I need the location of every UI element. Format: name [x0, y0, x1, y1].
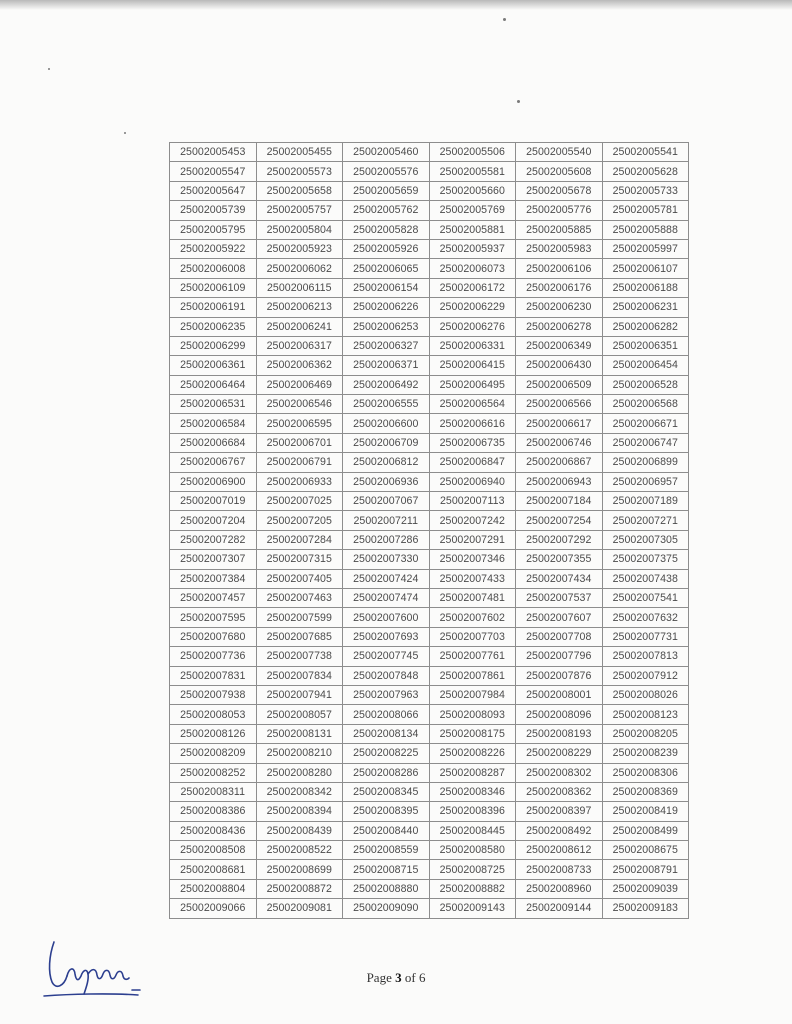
- roll-number-cell: 25002008342: [256, 782, 343, 801]
- roll-number-cell: 25002008882: [429, 879, 516, 898]
- roll-number-cell: 25002006847: [429, 453, 516, 472]
- roll-number-cell: 25002005937: [429, 239, 516, 258]
- table-row: [170, 821, 689, 840]
- roll-number-cell: 25002005922: [170, 239, 257, 258]
- roll-number-cell: 25002007286: [343, 530, 430, 549]
- roll-number-cell: 25002007284: [256, 530, 343, 549]
- roll-number-cell: 25002007025: [256, 492, 343, 511]
- roll-number-cell: 25002008287: [429, 763, 516, 782]
- roll-number-cell: 25002005776: [516, 201, 603, 220]
- roll-number-cell: 25002006616: [429, 414, 516, 433]
- roll-number-cell: 25002006528: [602, 375, 689, 394]
- roll-number-cell: 25002008492: [516, 821, 603, 840]
- roll-number-cell: 25002008193: [516, 724, 603, 743]
- roll-number-cell: 25002008439: [256, 821, 343, 840]
- roll-number-cell: 25002009144: [516, 899, 603, 918]
- roll-number-cell: 25002008134: [343, 724, 430, 743]
- roll-number-cell: 25002008791: [602, 860, 689, 879]
- roll-number-cell: 25002005659: [343, 181, 430, 200]
- roll-number-cell: 25002006331: [429, 336, 516, 355]
- roll-number-cell: 25002007738: [256, 647, 343, 666]
- roll-number-cell: 25002008362: [516, 782, 603, 801]
- table-row: [170, 724, 689, 743]
- table-row: [170, 298, 689, 317]
- table-row: [170, 220, 689, 239]
- roll-number-cell: 25002007708: [516, 627, 603, 646]
- roll-number-cell: 25002008280: [256, 763, 343, 782]
- roll-number-cell: 25002006213: [256, 298, 343, 317]
- roll-number-cell: 25002008715: [343, 860, 430, 879]
- roll-number-cell: 25002007254: [516, 511, 603, 530]
- roll-number-cell: 25002006957: [602, 472, 689, 491]
- roll-number-cell: 25002006791: [256, 453, 343, 472]
- roll-number-cell: 25002006454: [602, 356, 689, 375]
- roll-number-cell: 25002006229: [429, 298, 516, 317]
- table-row: [170, 336, 689, 355]
- scan-speck: [503, 18, 506, 21]
- roll-number-cell: 25002008239: [602, 744, 689, 763]
- roll-number-cell: 25002007736: [170, 647, 257, 666]
- roll-number-cell: 25002007731: [602, 627, 689, 646]
- roll-number-cell: 25002007984: [429, 685, 516, 704]
- roll-number-cell: 25002006469: [256, 375, 343, 394]
- roll-number-cell: 25002005733: [602, 181, 689, 200]
- roll-number-cell: 25002006531: [170, 395, 257, 414]
- roll-number-cell: 25002006600: [343, 414, 430, 433]
- roll-number-cell: 25002006584: [170, 414, 257, 433]
- roll-number-cell: 25002008096: [516, 705, 603, 724]
- roll-number-cell: 25002009090: [343, 899, 430, 918]
- roll-number-cell: 25002007434: [516, 569, 603, 588]
- roll-number-cell: 25002007861: [429, 666, 516, 685]
- roll-number-cell: 25002006415: [429, 356, 516, 375]
- table-row: [170, 181, 689, 200]
- roll-number-cell: 25002007599: [256, 608, 343, 627]
- roll-number-cell: 25002007330: [343, 550, 430, 569]
- roll-number-cell: 25002006172: [429, 278, 516, 297]
- roll-number-cell: 25002008499: [602, 821, 689, 840]
- roll-number-cell: 25002009039: [602, 879, 689, 898]
- roll-number-cell: 25002008229: [516, 744, 603, 763]
- roll-number-cell: 25002008804: [170, 879, 257, 898]
- roll-number-cell: 25002008123: [602, 705, 689, 724]
- scan-speck: [124, 132, 126, 134]
- roll-number-cell: 25002006495: [429, 375, 516, 394]
- roll-number-cell: 25002006115: [256, 278, 343, 297]
- roll-number-cell: 25002005885: [516, 220, 603, 239]
- roll-number-cell: 25002005506: [429, 143, 516, 162]
- roll-number-cell: 25002007457: [170, 588, 257, 607]
- roll-number-cell: 25002006226: [343, 298, 430, 317]
- roll-number-cell: 25002006767: [170, 453, 257, 472]
- table-row: [170, 782, 689, 801]
- roll-number-cell: 25002005658: [256, 181, 343, 200]
- roll-number-cell: 25002008226: [429, 744, 516, 763]
- roll-number-cell: 25002005923: [256, 239, 343, 258]
- table-row: [170, 763, 689, 782]
- roll-number-cell: 25002005739: [170, 201, 257, 220]
- roll-number-cell: 25002005660: [429, 181, 516, 200]
- roll-number-cell: 25002008559: [343, 841, 430, 860]
- roll-number-cell: 25002007291: [429, 530, 516, 549]
- roll-number-cell: 25002008205: [602, 724, 689, 743]
- roll-number-cell: 25002007474: [343, 588, 430, 607]
- roll-number-cell: 25002005757: [256, 201, 343, 220]
- table-row: [170, 685, 689, 704]
- roll-number-cell: 25002007632: [602, 608, 689, 627]
- roll-number-cell: 25002008440: [343, 821, 430, 840]
- roll-number-cell: 25002008396: [429, 802, 516, 821]
- roll-number-cell: 25002007607: [516, 608, 603, 627]
- table-row: [170, 841, 689, 860]
- roll-number-cell: 25002008675: [602, 841, 689, 860]
- roll-number-cell: 25002007271: [602, 511, 689, 530]
- roll-number-cell: 25002006188: [602, 278, 689, 297]
- roll-number-cell: 25002008057: [256, 705, 343, 724]
- roll-number-cell: 25002006812: [343, 453, 430, 472]
- roll-number-cell: 25002008872: [256, 879, 343, 898]
- table-row: [170, 899, 689, 918]
- roll-number-cell: 25002005795: [170, 220, 257, 239]
- roll-number-cell: 25002008225: [343, 744, 430, 763]
- roll-number-cell: 25002007307: [170, 550, 257, 569]
- roll-number-cell: 25002006430: [516, 356, 603, 375]
- roll-number-cell: 25002007963: [343, 685, 430, 704]
- roll-number-cell: 25002008386: [170, 802, 257, 821]
- roll-number-cell: 25002008699: [256, 860, 343, 879]
- roll-number-cell: 25002005804: [256, 220, 343, 239]
- roll-number-cell: 25002009143: [429, 899, 516, 918]
- roll-number-cell: 25002007685: [256, 627, 343, 646]
- roll-number-cell: 25002006671: [602, 414, 689, 433]
- table-row: [170, 744, 689, 763]
- roll-number-cell: 25002006276: [429, 317, 516, 336]
- table-row: [170, 588, 689, 607]
- roll-number-cell: 25002006867: [516, 453, 603, 472]
- table-row: [170, 278, 689, 297]
- roll-number-cell: 25002006299: [170, 336, 257, 355]
- roll-number-cell: 25002007355: [516, 550, 603, 569]
- roll-number-cell: 25002005997: [602, 239, 689, 258]
- roll-number-cell: 25002006231: [602, 298, 689, 317]
- roll-number-cell: 25002008346: [429, 782, 516, 801]
- table-row: [170, 666, 689, 685]
- roll-number-cell: 25002006564: [429, 395, 516, 414]
- table-row: [170, 453, 689, 472]
- roll-number-cell: 25002007796: [516, 647, 603, 666]
- roll-number-cell: 25002008252: [170, 763, 257, 782]
- roll-number-cell: 25002009183: [602, 899, 689, 918]
- roll-number-cell: 25002006073: [429, 259, 516, 278]
- roll-number-cell: 25002008026: [602, 685, 689, 704]
- table-row: [170, 569, 689, 588]
- roll-number-cell: 25002007595: [170, 608, 257, 627]
- roll-number-cell: 25002006106: [516, 259, 603, 278]
- roll-number-cell: 25002007405: [256, 569, 343, 588]
- roll-number-cell: 25002006253: [343, 317, 430, 336]
- roll-number-cell: 25002006617: [516, 414, 603, 433]
- roll-number-cell: 25002006241: [256, 317, 343, 336]
- roll-number-cell: 25002006154: [343, 278, 430, 297]
- roll-number-cell: 25002006349: [516, 336, 603, 355]
- roll-number-table-body: [170, 143, 689, 919]
- roll-number-cell: 25002008210: [256, 744, 343, 763]
- roll-number-cell: 25002008395: [343, 802, 430, 821]
- roll-number-cell: 25002007346: [429, 550, 516, 569]
- roll-number-cell: 25002008053: [170, 705, 257, 724]
- table-row: [170, 414, 689, 433]
- page-word: Page: [366, 970, 392, 985]
- roll-number-cell: 25002006568: [602, 395, 689, 414]
- roll-number-cell: 25002005881: [429, 220, 516, 239]
- roll-number-cell: 25002006278: [516, 317, 603, 336]
- roll-number-cell: 25002006492: [343, 375, 430, 394]
- roll-number-table: [169, 142, 689, 919]
- table-row: [170, 647, 689, 666]
- roll-number-cell: 25002008580: [429, 841, 516, 860]
- roll-number-cell: 25002006327: [343, 336, 430, 355]
- roll-number-cell: 25002007600: [343, 608, 430, 627]
- roll-number-cell: 25002006933: [256, 472, 343, 491]
- roll-number-cell: 25002007831: [170, 666, 257, 685]
- roll-number-cell: 25002009081: [256, 899, 343, 918]
- page-number: 3: [395, 970, 402, 985]
- roll-number-cell: 25002008394: [256, 802, 343, 821]
- roll-number-cell: 25002006065: [343, 259, 430, 278]
- roll-number-cell: 25002008880: [343, 879, 430, 898]
- roll-number-cell: 25002006361: [170, 356, 257, 375]
- roll-number-cell: 25002008445: [429, 821, 516, 840]
- roll-number-cell: 25002006062: [256, 259, 343, 278]
- roll-number-cell: 25002008093: [429, 705, 516, 724]
- roll-number-cell: 25002007375: [602, 550, 689, 569]
- roll-number-cell: 25002005455: [256, 143, 343, 162]
- roll-number-cell: 25002006746: [516, 433, 603, 452]
- roll-number-cell: 25002008733: [516, 860, 603, 879]
- table-row: [170, 433, 689, 452]
- roll-number-cell: 25002006008: [170, 259, 257, 278]
- page-total: 6: [418, 970, 426, 985]
- roll-number-cell: 25002008419: [602, 802, 689, 821]
- roll-number-cell: 25002006362: [256, 356, 343, 375]
- roll-number-cell: 25002008369: [602, 782, 689, 801]
- roll-number-cell: 25002006509: [516, 375, 603, 394]
- table-row: [170, 259, 689, 278]
- table-row: [170, 375, 689, 394]
- roll-number-cell: 25002007204: [170, 511, 257, 530]
- roll-number-cell: 25002007292: [516, 530, 603, 549]
- table-row: [170, 879, 689, 898]
- roll-number-cell: 25002005762: [343, 201, 430, 220]
- roll-number-cell: 25002005828: [343, 220, 430, 239]
- roll-number-cell: 25002006899: [602, 453, 689, 472]
- roll-number-cell: 25002008681: [170, 860, 257, 879]
- roll-number-cell: 25002007938: [170, 685, 257, 704]
- roll-number-cell: 25002007693: [343, 627, 430, 646]
- roll-number-cell: 25002005647: [170, 181, 257, 200]
- table-row: [170, 802, 689, 821]
- roll-number-cell: 25002005453: [170, 143, 257, 162]
- roll-number-cell: 25002005608: [516, 162, 603, 181]
- roll-number-cell: 25002007912: [602, 666, 689, 685]
- roll-number-cell: 25002007438: [602, 569, 689, 588]
- roll-number-cell: 25002005926: [343, 239, 430, 258]
- roll-number-cell: 25002007848: [343, 666, 430, 685]
- roll-number-cell: 25002006109: [170, 278, 257, 297]
- roll-number-cell: 25002007019: [170, 492, 257, 511]
- roll-number-cell: 25002006936: [343, 472, 430, 491]
- table-row: [170, 239, 689, 258]
- roll-number-cell: 25002008345: [343, 782, 430, 801]
- roll-number-cell: 25002008508: [170, 841, 257, 860]
- roll-number-cell: 25002007541: [602, 588, 689, 607]
- roll-number-cell: 25002007184: [516, 492, 603, 511]
- roll-number-cell: 25002006900: [170, 472, 257, 491]
- table-row: [170, 317, 689, 336]
- roll-number-cell: 25002008436: [170, 821, 257, 840]
- roll-number-cell: 25002005628: [602, 162, 689, 181]
- roll-number-cell: 25002006176: [516, 278, 603, 297]
- roll-number-cell: 25002007433: [429, 569, 516, 588]
- table-row: [170, 550, 689, 569]
- roll-number-cell: 25002007282: [170, 530, 257, 549]
- page-footer: [0, 970, 792, 986]
- roll-number-cell: 25002008126: [170, 724, 257, 743]
- roll-number-cell: 25002007315: [256, 550, 343, 569]
- table-row: [170, 705, 689, 724]
- roll-number-cell: 25002007113: [429, 492, 516, 511]
- roll-number-cell: 25002008001: [516, 685, 603, 704]
- roll-number-cell: 25002007067: [343, 492, 430, 511]
- table-row: [170, 143, 689, 162]
- roll-number-cell: 25002008306: [602, 763, 689, 782]
- roll-number-cell: 25002008175: [429, 724, 516, 743]
- roll-number-cell: 25002006371: [343, 356, 430, 375]
- roll-number-cell: 25002009066: [170, 899, 257, 918]
- roll-number-cell: 25002008522: [256, 841, 343, 860]
- scan-speck: [48, 68, 50, 70]
- roll-number-cell: 25002005540: [516, 143, 603, 162]
- roll-number-cell: 25002007305: [602, 530, 689, 549]
- roll-number-cell: 25002008131: [256, 724, 343, 743]
- roll-number-cell: 25002008725: [429, 860, 516, 879]
- roll-number-cell: 25002005781: [602, 201, 689, 220]
- roll-number-cell: 25002006317: [256, 336, 343, 355]
- roll-number-cell: 25002006555: [343, 395, 430, 414]
- roll-number-cell: 25002006709: [343, 433, 430, 452]
- roll-number-cell: 25002006566: [516, 395, 603, 414]
- roll-number-cell: 25002006595: [256, 414, 343, 433]
- roll-number-cell: 25002008066: [343, 705, 430, 724]
- roll-number-cell: 25002007211: [343, 511, 430, 530]
- roll-number-cell: 25002007745: [343, 647, 430, 666]
- roll-number-cell: 25002006351: [602, 336, 689, 355]
- roll-number-cell: 25002006940: [429, 472, 516, 491]
- table-row: [170, 472, 689, 491]
- roll-number-cell: 25002007481: [429, 588, 516, 607]
- roll-number-cell: 25002007189: [602, 492, 689, 511]
- roll-number-cell: 25002006943: [516, 472, 603, 491]
- roll-number-cell: 25002008286: [343, 763, 430, 782]
- roll-number-cell: 25002006747: [602, 433, 689, 452]
- scan-edge-shadow: [0, 0, 792, 10]
- roll-number-cell: 25002007703: [429, 627, 516, 646]
- roll-number-cell: 25002006546: [256, 395, 343, 414]
- roll-number-cell: 25002007834: [256, 666, 343, 685]
- roll-number-cell: 25002006230: [516, 298, 603, 317]
- table-row: [170, 530, 689, 549]
- roll-number-cell: 25002005460: [343, 143, 430, 162]
- roll-number-cell: 25002007876: [516, 666, 603, 685]
- roll-number-cell: 25002007813: [602, 647, 689, 666]
- roll-number-cell: 25002006191: [170, 298, 257, 317]
- roll-number-cell: 25002007463: [256, 588, 343, 607]
- table-row: [170, 492, 689, 511]
- roll-number-cell: 25002006107: [602, 259, 689, 278]
- roll-number-cell: 25002007205: [256, 511, 343, 530]
- roll-number-cell: 25002005541: [602, 143, 689, 162]
- scan-speck: [517, 100, 520, 103]
- roll-number-cell: 25002007424: [343, 569, 430, 588]
- roll-number-cell: 25002008209: [170, 744, 257, 763]
- table-row: [170, 627, 689, 646]
- roll-number-cell: 25002008397: [516, 802, 603, 821]
- roll-number-cell: 25002007537: [516, 588, 603, 607]
- roll-number-cell: 25002005576: [343, 162, 430, 181]
- table-row: [170, 201, 689, 220]
- table-row: [170, 511, 689, 530]
- roll-number-cell: 25002005573: [256, 162, 343, 181]
- roll-number-cell: 25002005769: [429, 201, 516, 220]
- of-word: of: [404, 970, 416, 985]
- roll-number-cell: 25002005581: [429, 162, 516, 181]
- roll-number-cell: 25002006735: [429, 433, 516, 452]
- roll-number-cell: 25002008960: [516, 879, 603, 898]
- table-row: [170, 860, 689, 879]
- roll-number-cell: 25002006464: [170, 375, 257, 394]
- roll-number-cell: 25002006235: [170, 317, 257, 336]
- table-row: [170, 395, 689, 414]
- roll-number-cell: 25002007761: [429, 647, 516, 666]
- roll-number-cell: 25002006684: [170, 433, 257, 452]
- table-row: [170, 356, 689, 375]
- roll-number-cell: 25002005888: [602, 220, 689, 239]
- roll-number-cell: 25002007242: [429, 511, 516, 530]
- roll-number-cell: 25002007384: [170, 569, 257, 588]
- roll-number-cell: 25002006282: [602, 317, 689, 336]
- roll-number-cell: 25002005678: [516, 181, 603, 200]
- roll-number-cell: 25002008612: [516, 841, 603, 860]
- roll-number-cell: 25002007602: [429, 608, 516, 627]
- roll-number-cell: 25002006701: [256, 433, 343, 452]
- roll-number-cell: 25002005983: [516, 239, 603, 258]
- roll-number-cell: 25002008311: [170, 782, 257, 801]
- roll-number-cell: 25002005547: [170, 162, 257, 181]
- roll-number-cell: 25002007941: [256, 685, 343, 704]
- roll-number-cell: 25002008302: [516, 763, 603, 782]
- table-row: [170, 608, 689, 627]
- table-row: [170, 162, 689, 181]
- roll-number-cell: 25002007680: [170, 627, 257, 646]
